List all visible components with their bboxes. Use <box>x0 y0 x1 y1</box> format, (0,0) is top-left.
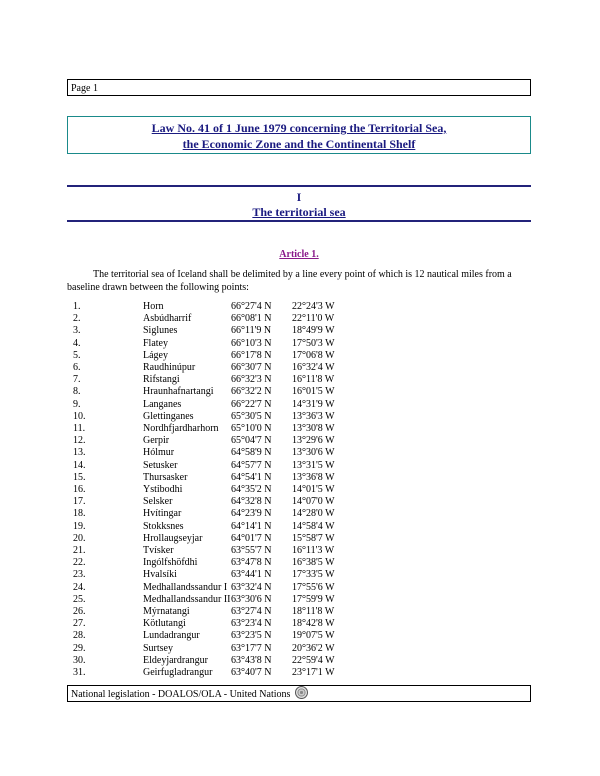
point-name: Lágey <box>143 349 168 361</box>
point-latitude: 63°23'5 N <box>231 630 272 642</box>
point-name: Hvalsíki <box>143 569 177 581</box>
point-number: 18. <box>73 508 86 520</box>
point-longitude: 22°11'0 W <box>292 313 335 325</box>
point-longitude: 15°58'7 W <box>292 532 335 544</box>
point-longitude: 17°06'8 W <box>292 349 335 361</box>
section-top-rule <box>67 185 531 187</box>
point-longitude: 16°01'5 W <box>292 386 335 398</box>
point-latitude: 63°17'7 N <box>231 642 272 654</box>
table-row <box>73 350 362 362</box>
page-label: Page 1 <box>71 83 98 94</box>
section-bottom-rule <box>67 220 531 222</box>
point-latitude: 64°57'7 N <box>231 459 272 471</box>
point-longitude: 19°07'5 W <box>292 630 335 642</box>
point-number: 3. <box>73 325 81 337</box>
table-row <box>73 655 362 667</box>
article-heading: Article 1. <box>279 249 319 260</box>
point-longitude: 14°01'5 W <box>292 484 335 496</box>
point-longitude: 14°58'4 W <box>292 520 335 532</box>
point-name: Geirfugladrangur <box>143 667 213 679</box>
point-longitude: 20°36'2 W <box>292 642 335 654</box>
document-title-box <box>67 116 531 154</box>
point-latitude: 64°14'1 N <box>231 520 272 532</box>
footer-text: National legislation - DOALOS/OLA - United Nations <box>71 689 291 700</box>
point-latitude: 64°23'9 N <box>231 508 272 520</box>
point-longitude: 13°36'8 W <box>292 471 335 483</box>
point-latitude: 63°40'7 N <box>231 667 272 679</box>
point-number: 10. <box>73 410 86 422</box>
point-number: 31. <box>73 667 86 679</box>
point-name: Setusker <box>143 459 178 471</box>
point-number: 16. <box>73 484 86 496</box>
table-row <box>73 606 362 618</box>
point-number: 1. <box>73 301 81 312</box>
point-longitude: 16°32'4 W <box>292 362 335 374</box>
section-title: The territorial sea <box>252 205 346 219</box>
point-latitude: 63°55'7 N <box>231 545 272 557</box>
point-latitude: 66°22'7 N <box>231 398 272 410</box>
point-latitude: 63°44'1 N <box>231 569 272 581</box>
point-longitude: 17°50'3 W <box>292 337 335 349</box>
point-latitude: 64°54'1 N <box>231 471 272 483</box>
point-latitude: 66°11'9 N <box>231 325 272 337</box>
point-number: 30. <box>73 654 86 666</box>
table-row <box>73 557 362 569</box>
point-latitude: 64°01'7 N <box>231 532 272 544</box>
page-number-box <box>67 79 531 96</box>
point-name: Hraunhafnartangi <box>143 386 214 398</box>
point-number: 14. <box>73 459 86 471</box>
intro-text: The territorial sea of Iceland shall be delimited by a line every point of which is 12 nautical miles from a baseline drawn between the following points: <box>67 269 512 293</box>
point-number: 2. <box>73 313 81 325</box>
document-title-line-2: the Economic Zone and the Continental Shelf <box>182 137 416 151</box>
point-number: 6. <box>73 362 81 374</box>
point-longitude: 13°30'8 W <box>292 423 335 435</box>
table-row <box>73 594 362 606</box>
table-row <box>73 435 362 447</box>
table-row <box>73 472 362 484</box>
point-latitude: 63°47'8 N <box>231 557 272 569</box>
point-latitude: 66°30'7 N <box>231 362 272 374</box>
point-longitude: 16°11'3 W <box>292 545 335 557</box>
table-row <box>73 460 362 472</box>
point-name: Eldeyjardrangur <box>143 654 208 666</box>
table-row <box>73 313 362 325</box>
table-row <box>73 423 362 435</box>
point-latitude: 65°30'5 N <box>231 410 272 422</box>
point-name: Hólmur <box>143 447 175 459</box>
point-name: Rifstangi <box>143 374 180 386</box>
point-name: Selsker <box>143 496 173 508</box>
baseline-points-table <box>73 301 362 679</box>
point-latitude: 63°32'4 N <box>231 581 272 593</box>
point-name: Lundadrangur <box>143 630 200 642</box>
point-longitude: 13°31'5 W <box>292 459 335 471</box>
point-latitude: 66°27'4 N <box>231 301 272 312</box>
point-latitude: 66°17'8 N <box>231 349 272 361</box>
point-longitude: 18°49'9 W <box>292 325 335 337</box>
point-number: 27. <box>73 618 86 630</box>
point-longitude: 13°29'6 W <box>292 435 335 447</box>
point-longitude: 17°55'6 W <box>292 581 335 593</box>
point-name: Surtsey <box>143 642 173 654</box>
point-name: Ystibodhi <box>143 484 183 496</box>
table-row <box>73 618 362 630</box>
table-row <box>73 325 362 337</box>
point-longitude: 14°28'0 W <box>292 508 335 520</box>
point-name: Nordhfjardharhorn <box>143 423 219 435</box>
table-row <box>73 386 362 398</box>
point-latitude: 63°23'4 N <box>231 618 272 630</box>
table-row <box>73 545 362 557</box>
point-longitude: 23°17'1 W <box>292 667 335 679</box>
table-row <box>73 338 362 350</box>
section-number: I <box>296 190 302 204</box>
point-latitude: 64°35'2 N <box>231 484 272 496</box>
point-number: 11. <box>73 423 86 435</box>
table-row <box>73 399 362 411</box>
point-latitude: 63°30'6 N <box>231 593 272 605</box>
point-latitude: 65°10'0 N <box>231 423 272 435</box>
point-latitude: 64°58'9 N <box>231 447 272 459</box>
table-row <box>73 484 362 496</box>
point-name: Kötlutangi <box>143 618 186 630</box>
point-longitude: 13°36'3 W <box>292 410 335 422</box>
point-number: 26. <box>73 606 86 618</box>
point-number: 19. <box>73 520 86 532</box>
table-row <box>73 667 362 679</box>
point-longitude: 16°11'8 W <box>292 374 335 386</box>
footer-box <box>67 685 531 702</box>
table-row <box>73 630 362 642</box>
point-name: Raudhinúpur <box>143 362 196 374</box>
table-row <box>73 301 362 313</box>
point-latitude: 65°04'7 N <box>231 435 272 447</box>
point-name: Tvísker <box>143 545 174 557</box>
table-row <box>73 643 362 655</box>
point-number: 5. <box>73 349 81 361</box>
point-number: 8. <box>73 386 81 398</box>
point-name: Mýrnatangi <box>143 606 190 618</box>
point-number: 24. <box>73 581 86 593</box>
point-number: 21. <box>73 545 86 557</box>
table-row <box>73 521 362 533</box>
document-title-line-1: Law No. 41 of 1 June 1979 concerning the Territorial Sea, <box>151 121 447 135</box>
table-row <box>73 496 362 508</box>
point-name: Stokksnes <box>143 520 184 532</box>
point-longitude: 14°07'0 W <box>292 496 335 508</box>
point-number: 28. <box>73 630 86 642</box>
point-latitude: 63°27'4 N <box>231 606 272 618</box>
point-longitude: 22°59'4 W <box>292 654 335 666</box>
point-latitude: 64°32'8 N <box>231 496 272 508</box>
point-number: 22. <box>73 557 86 569</box>
point-number: 13. <box>73 447 86 459</box>
table-row <box>73 411 362 423</box>
point-longitude: 18°11'8 W <box>292 606 335 618</box>
point-latitude: 63°43'8 N <box>231 654 272 666</box>
point-longitude: 16°38'5 W <box>292 557 335 569</box>
point-name: Thursasker <box>143 471 188 483</box>
point-name: Medhallandssandur I <box>143 581 228 593</box>
point-longitude: 17°33'5 W <box>292 569 335 581</box>
point-number: 20. <box>73 532 86 544</box>
point-latitude: 66°32'3 N <box>231 374 272 386</box>
section-heading <box>67 190 531 220</box>
point-latitude: 66°32'2 N <box>231 386 272 398</box>
point-longitude: 22°24'3 W <box>292 301 335 312</box>
table-row <box>73 508 362 520</box>
point-number: 23. <box>73 569 86 581</box>
point-name: Medhallandssandur II <box>143 593 231 605</box>
point-number: 9. <box>73 398 81 410</box>
point-longitude: 13°30'6 W <box>292 447 335 459</box>
point-number: 4. <box>73 337 81 349</box>
intro-paragraph <box>67 268 537 294</box>
point-name: Hvítingar <box>143 508 182 520</box>
point-name: Glettinganes <box>143 410 194 422</box>
point-longitude: 18°42'8 W <box>292 618 335 630</box>
point-name: Flatey <box>143 337 168 349</box>
un-emblem-icon <box>295 686 308 699</box>
point-name: Gerpir <box>143 435 170 447</box>
table-row <box>73 362 362 374</box>
table-row <box>73 447 362 459</box>
point-name: Siglunes <box>143 325 178 337</box>
table-row <box>73 374 362 386</box>
point-name: Langanes <box>143 398 182 410</box>
point-number: 7. <box>73 374 81 386</box>
point-number: 15. <box>73 471 86 483</box>
table-row <box>73 569 362 581</box>
table-row <box>73 533 362 545</box>
point-number: 29. <box>73 642 86 654</box>
point-longitude: 17°59'9 W <box>292 593 335 605</box>
point-number: 25. <box>73 593 86 605</box>
point-latitude: 66°08'1 N <box>231 313 272 325</box>
point-longitude: 14°31'9 W <box>292 398 335 410</box>
table-row <box>73 582 362 594</box>
point-number: 12. <box>73 435 86 447</box>
point-name: Ingólfshöfdhi <box>143 557 198 569</box>
point-name: Horn <box>143 301 164 312</box>
point-latitude: 66°10'3 N <box>231 337 272 349</box>
point-name: Asbúdharrif <box>143 313 192 325</box>
point-name: Hrollaugseyjar <box>143 532 203 544</box>
point-number: 17. <box>73 496 86 508</box>
